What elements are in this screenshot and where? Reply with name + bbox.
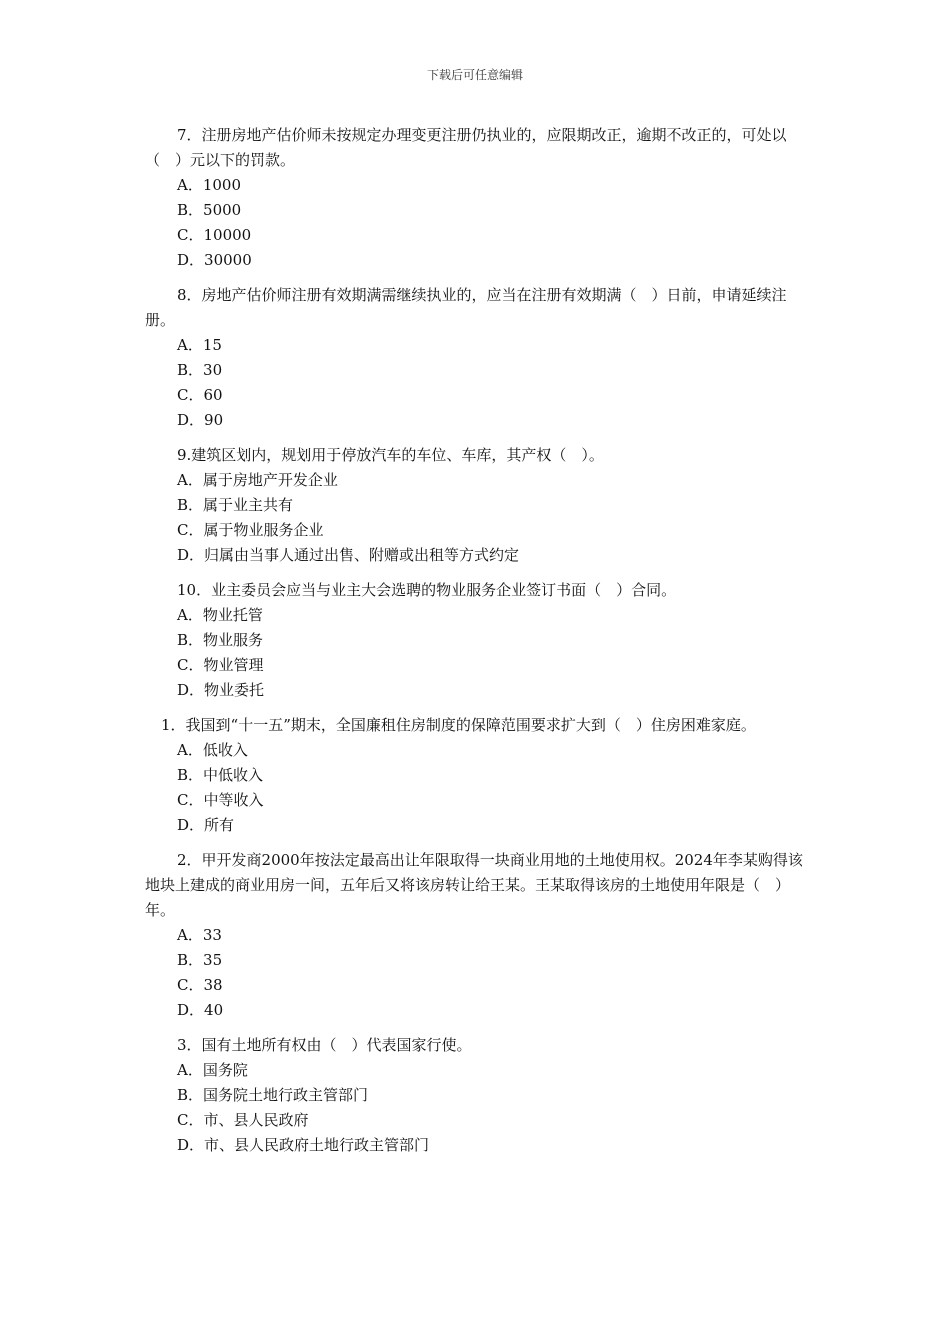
page-header: 下载后可任意编辑 <box>426 68 523 82</box>
option-b: B．30 <box>177 361 223 379</box>
option-d: D．90 <box>177 411 224 429</box>
question-3 <box>145 1033 810 1158</box>
option-a: A．33 <box>177 926 222 944</box>
option-d: D．所有 <box>177 816 235 834</box>
option-a: A．国务院 <box>177 1061 248 1079</box>
question-8 <box>145 283 810 433</box>
option-d: D．归属由当事人通过出售、附赠或出租等方式约定 <box>177 546 520 564</box>
option-b: B．属于业主共有 <box>177 496 294 514</box>
question-1 <box>145 713 810 838</box>
option-a: A．物业托管 <box>177 606 263 624</box>
question-stem: 9.建筑区划内，规划用于停放汽车的车位、车库，其产权（ ）。 <box>177 446 604 464</box>
question-9 <box>145 443 810 568</box>
option-d: D．30000 <box>177 251 252 269</box>
option-c: C．市、县人民政府 <box>177 1111 309 1129</box>
option-d: D．40 <box>177 1001 224 1019</box>
option-d: D．物业委托 <box>177 681 265 699</box>
option-c: C．10000 <box>177 226 252 244</box>
option-c: C．60 <box>177 386 223 404</box>
question-stem: 3．国有土地所有权由（ ）代表国家行使。 <box>177 1036 472 1054</box>
option-d: D．市、县人民政府土地行政主管部门 <box>177 1136 430 1154</box>
option-c: C．属于物业服务企业 <box>177 521 324 539</box>
option-a: A．15 <box>177 336 222 354</box>
question-stem: 1．我国到“十一五”期末，全国廉租住房制度的保障范围要求扩大到（ ）住房困难家庭。 <box>161 716 756 734</box>
option-b: B．35 <box>177 951 223 969</box>
option-b: B．中低收入 <box>177 766 264 784</box>
option-b: B．国务院土地行政主管部门 <box>177 1086 369 1104</box>
question-2 <box>145 848 810 1023</box>
question-7 <box>145 123 810 273</box>
option-c: C．物业管理 <box>177 656 264 674</box>
question-stem: 7．注册房地产估价师未按规定办理变更注册仍执业的，应限期改正，逾期不改正的，可处以（ ）元以下的罚款。 <box>145 126 787 169</box>
option-a: A．1000 <box>177 176 242 194</box>
option-c: C．38 <box>177 976 223 994</box>
question-list <box>145 123 810 1168</box>
question-stem: 10．业主委员会应当与业主大会选聘的物业服务企业签订书面（ ）合同。 <box>177 581 677 599</box>
option-a: A．低收入 <box>177 741 248 759</box>
option-b: B．物业服务 <box>177 631 264 649</box>
option-b: B．5000 <box>177 201 242 219</box>
question-stem: 8．房地产估价师注册有效期满需继续执业的，应当在注册有效期满（ ）日前，申请延续注册。 <box>145 286 787 329</box>
question-10 <box>145 578 810 703</box>
option-a: A．属于房地产开发企业 <box>177 471 338 489</box>
option-c: C．中等收入 <box>177 791 264 809</box>
question-stem: 2．甲开发商2000年按法定最高出让年限取得一块商业用地的土地使用权。2024年李某购得该地块上建成的商业用房一间，五年后又将该房转让给王某。王某取得该房的土地使用年限是（ ）年。 <box>145 851 803 919</box>
